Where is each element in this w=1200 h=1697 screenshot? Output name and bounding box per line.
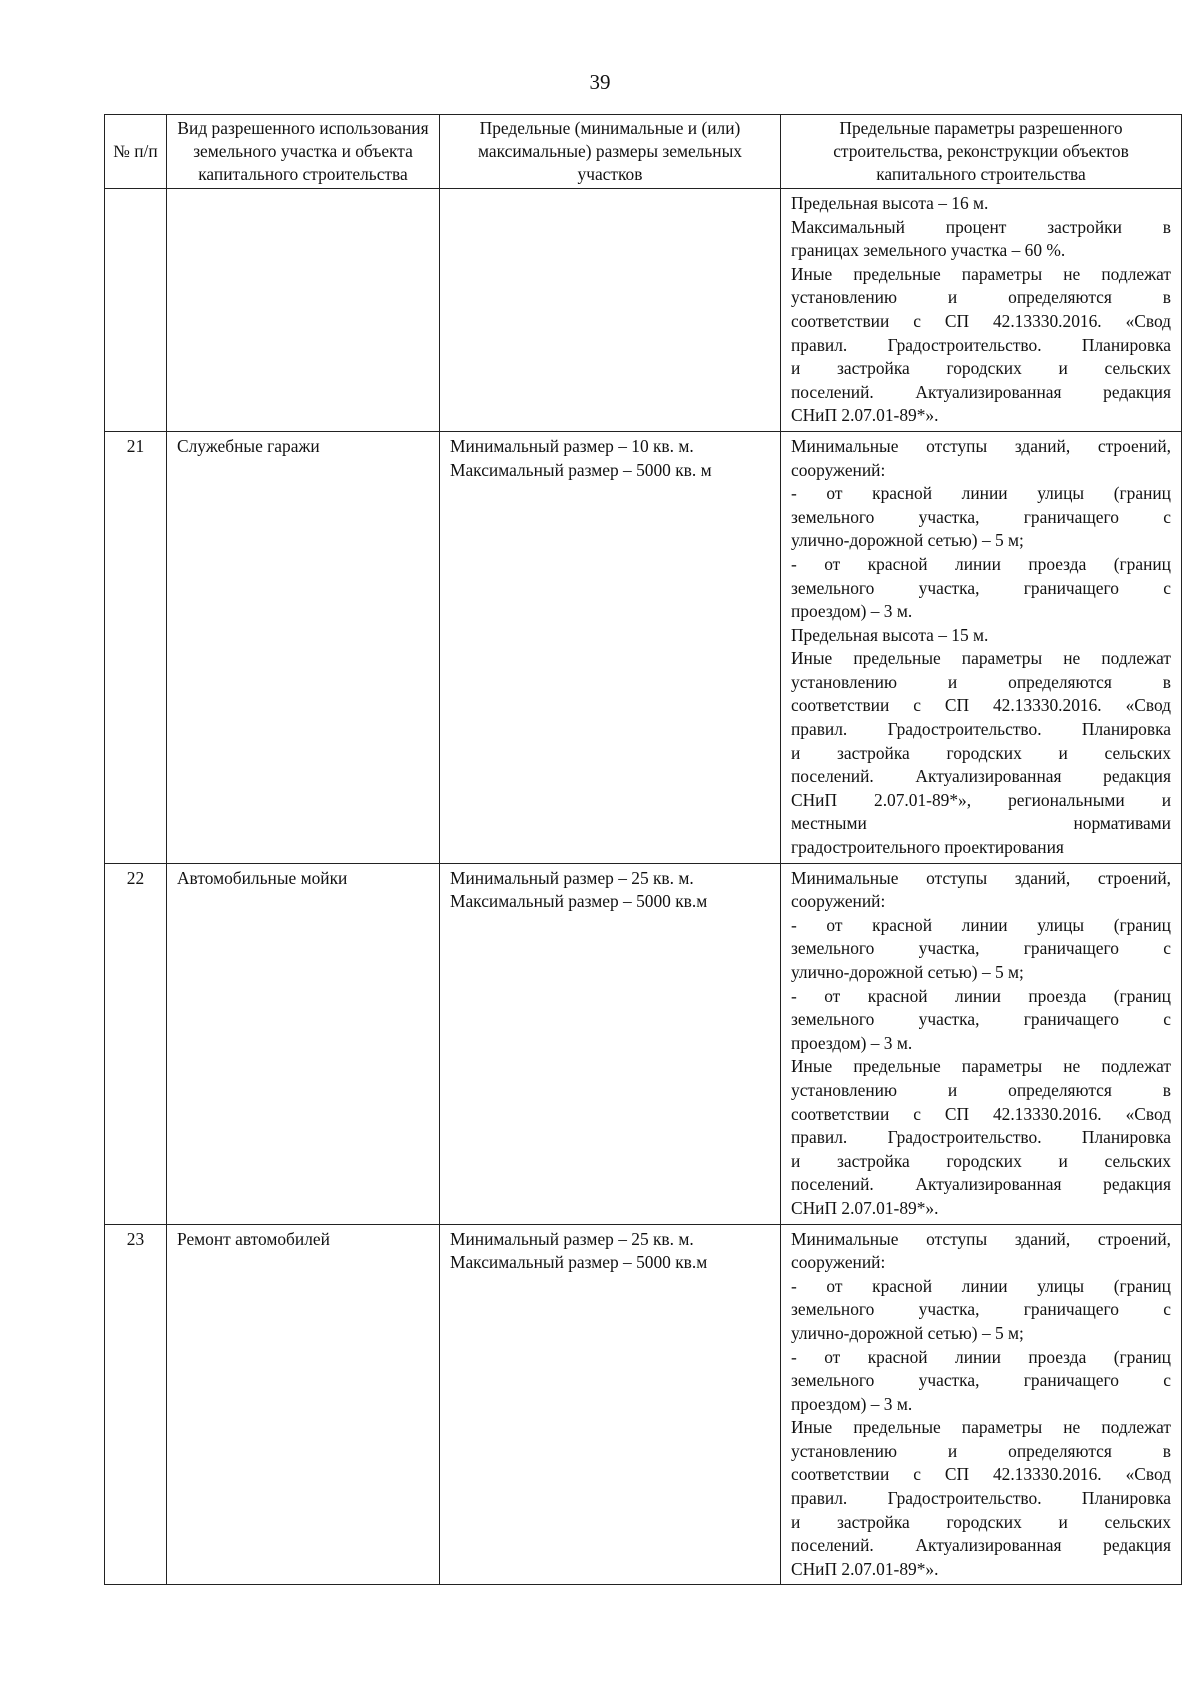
parameter-line: земельного участка, граничащего с (791, 577, 1171, 598)
cell-use-type: Ремонт автомобилей (167, 1224, 440, 1585)
parameter-line: СНиП 2.07.01-89*». (791, 1197, 939, 1218)
parameter-line: правил. Градостроительство. Планировка (791, 719, 1171, 740)
parameter-line: земельного участка, граничащего с (791, 1299, 1171, 1320)
cell-plot-size (440, 431, 781, 863)
parameter-line: правил. Градостроительство. Планировка (791, 334, 1171, 355)
parameter-line: соответствии с СП 42.13330.2016. «Свод (791, 695, 1171, 716)
parameter-line: Предельная высота – 16 м. (791, 193, 989, 213)
page-number: 39 (589, 70, 611, 94)
parameter-line: и застройка городских и сельских (791, 1511, 1171, 1532)
cell-parameters (781, 431, 1182, 863)
table-header-row (105, 115, 1182, 189)
cell-use-type (167, 189, 440, 432)
parameter-line: поселений. Актуализированная редакция (791, 766, 1171, 787)
parameter-line: СНиП 2.07.01-89*». (791, 1558, 939, 1579)
parameter-line: - от красной линии проезда (границ (791, 1346, 1171, 1367)
parameter-line: проездом) – 3 м. (791, 1032, 913, 1053)
parameter-line: сооружений: (791, 459, 886, 480)
parameter-line: СНиП 2.07.01-89*». (791, 405, 939, 426)
parameter-line: сооружений: (791, 891, 886, 912)
header-plot-size: Предельные (минимальные и (или) максимальные) размеры земельных участков (440, 115, 781, 189)
parameter-line: Максимальный процент застройки в (791, 216, 1171, 237)
parameter-line: Иные предельные параметры не подлежат (791, 1417, 1171, 1438)
max-size: Максимальный размер – 5000 кв.м (450, 891, 708, 912)
parameter-line: и застройка городских и сельских (791, 742, 1171, 763)
parameter-line: улично-дорожной сетью) – 5 м; (791, 530, 1024, 551)
parameter-line: Минимальные отступы зданий, строений, (791, 435, 1171, 456)
parameter-line: - от красной линии проезда (границ (791, 553, 1171, 574)
cell-plot-size (440, 1224, 781, 1585)
parameter-line: сооружений: (791, 1252, 886, 1273)
parameter-line: улично-дорожной сетью) – 5 м; (791, 962, 1024, 982)
cell-number (105, 189, 167, 432)
max-size: Максимальный размер – 5000 кв.м (450, 1252, 708, 1273)
parameter-line: земельного участка, граничащего с (791, 938, 1171, 959)
parameter-line: местными нормативами (791, 813, 1171, 834)
parameter-line: границах земельного участка – 60 %. (791, 240, 1066, 261)
parameter-line: установлению и определяются в (791, 1079, 1171, 1100)
table-row (105, 863, 1182, 1224)
parameter-line: - от красной линии улицы (границ (791, 914, 1171, 935)
parameter-line: проездом) – 3 м. (791, 601, 913, 622)
cell-number: 21 (105, 431, 167, 863)
parameter-line: - от красной линии улицы (границ (791, 1275, 1171, 1296)
header-parameters: Предельные параметры разрешенного строительства, реконструкции объектов капитального строительства (781, 115, 1182, 189)
parameter-line: и застройка городских и сельских (791, 358, 1171, 379)
parameter-line: установлению и определяются в (791, 671, 1171, 692)
cell-parameters (781, 1224, 1182, 1585)
parameter-line: земельного участка, граничащего с (791, 1009, 1171, 1030)
table-row (105, 431, 1182, 863)
parameter-line: поселений. Актуализированная редакция (791, 1535, 1171, 1556)
parameter-line: поселений. Актуализированная редакция (791, 381, 1171, 402)
header-use-type: Вид разрешенного использования земельного участка и объекта капитального строительства (167, 115, 440, 189)
parameter-line: СНиП 2.07.01-89*», региональными и (791, 789, 1171, 810)
min-size: Минимальный размер – 10 кв. м. (450, 435, 694, 456)
parameter-line: правил. Градостроительство. Планировка (791, 1488, 1171, 1509)
parameter-line: установлению и определяются в (791, 1440, 1171, 1461)
cell-parameters (781, 189, 1182, 432)
cell-use-type: Автомобильные мойки (167, 863, 440, 1224)
table-row-continuation (105, 189, 1182, 432)
parameter-line: земельного участка, граничащего с (791, 1370, 1171, 1391)
parameter-line: правил. Градостроительство. Планировка (791, 1127, 1171, 1148)
cell-use-type: Служебные гаражи (167, 431, 440, 863)
parameter-line: Минимальные отступы зданий, строений, (791, 867, 1171, 888)
cell-number: 22 (105, 863, 167, 1224)
parameter-line: установлению и определяются в (791, 287, 1171, 308)
parameter-line: соответствии с СП 42.13330.2016. «Свод (791, 1464, 1171, 1485)
parameter-line: соответствии с СП 42.13330.2016. «Свод (791, 1103, 1171, 1124)
parameter-line: улично-дорожной сетью) – 5 м; (791, 1322, 1024, 1343)
parameter-line: соответствии с СП 42.13330.2016. «Свод (791, 310, 1171, 331)
parameter-line: Предельная высота – 15 м. (791, 624, 989, 645)
max-size: Максимальный размер – 5000 кв. м (450, 459, 712, 480)
cell-number: 23 (105, 1224, 167, 1585)
cell-plot-size (440, 189, 781, 432)
parameter-line: земельного участка, граничащего с (791, 506, 1171, 527)
cell-parameters (781, 863, 1182, 1224)
cell-plot-size (440, 863, 781, 1224)
min-size: Минимальный размер – 25 кв. м. (450, 867, 694, 888)
parameter-line: Иные предельные параметры не подлежат (791, 1056, 1171, 1077)
table-row (105, 1224, 1182, 1585)
parameter-line: поселений. Актуализированная редакция (791, 1174, 1171, 1195)
parameter-line: и застройка городских и сельских (791, 1150, 1171, 1171)
regulations-table (104, 114, 1182, 1585)
parameter-line: Иные предельные параметры не подлежат (791, 648, 1171, 669)
min-size: Минимальный размер – 25 кв. м. (450, 1228, 694, 1249)
parameter-line: - от красной линии проезда (границ (791, 985, 1171, 1006)
parameter-line: проездом) – 3 м. (791, 1393, 913, 1414)
header-number: № п/п (105, 115, 167, 189)
parameter-line: градостроительного проектирования (791, 837, 1064, 858)
parameter-line: Иные предельные параметры не подлежат (791, 263, 1171, 284)
parameter-line: - от красной линии улицы (границ (791, 483, 1171, 504)
parameter-line: Минимальные отступы зданий, строений, (791, 1228, 1171, 1249)
